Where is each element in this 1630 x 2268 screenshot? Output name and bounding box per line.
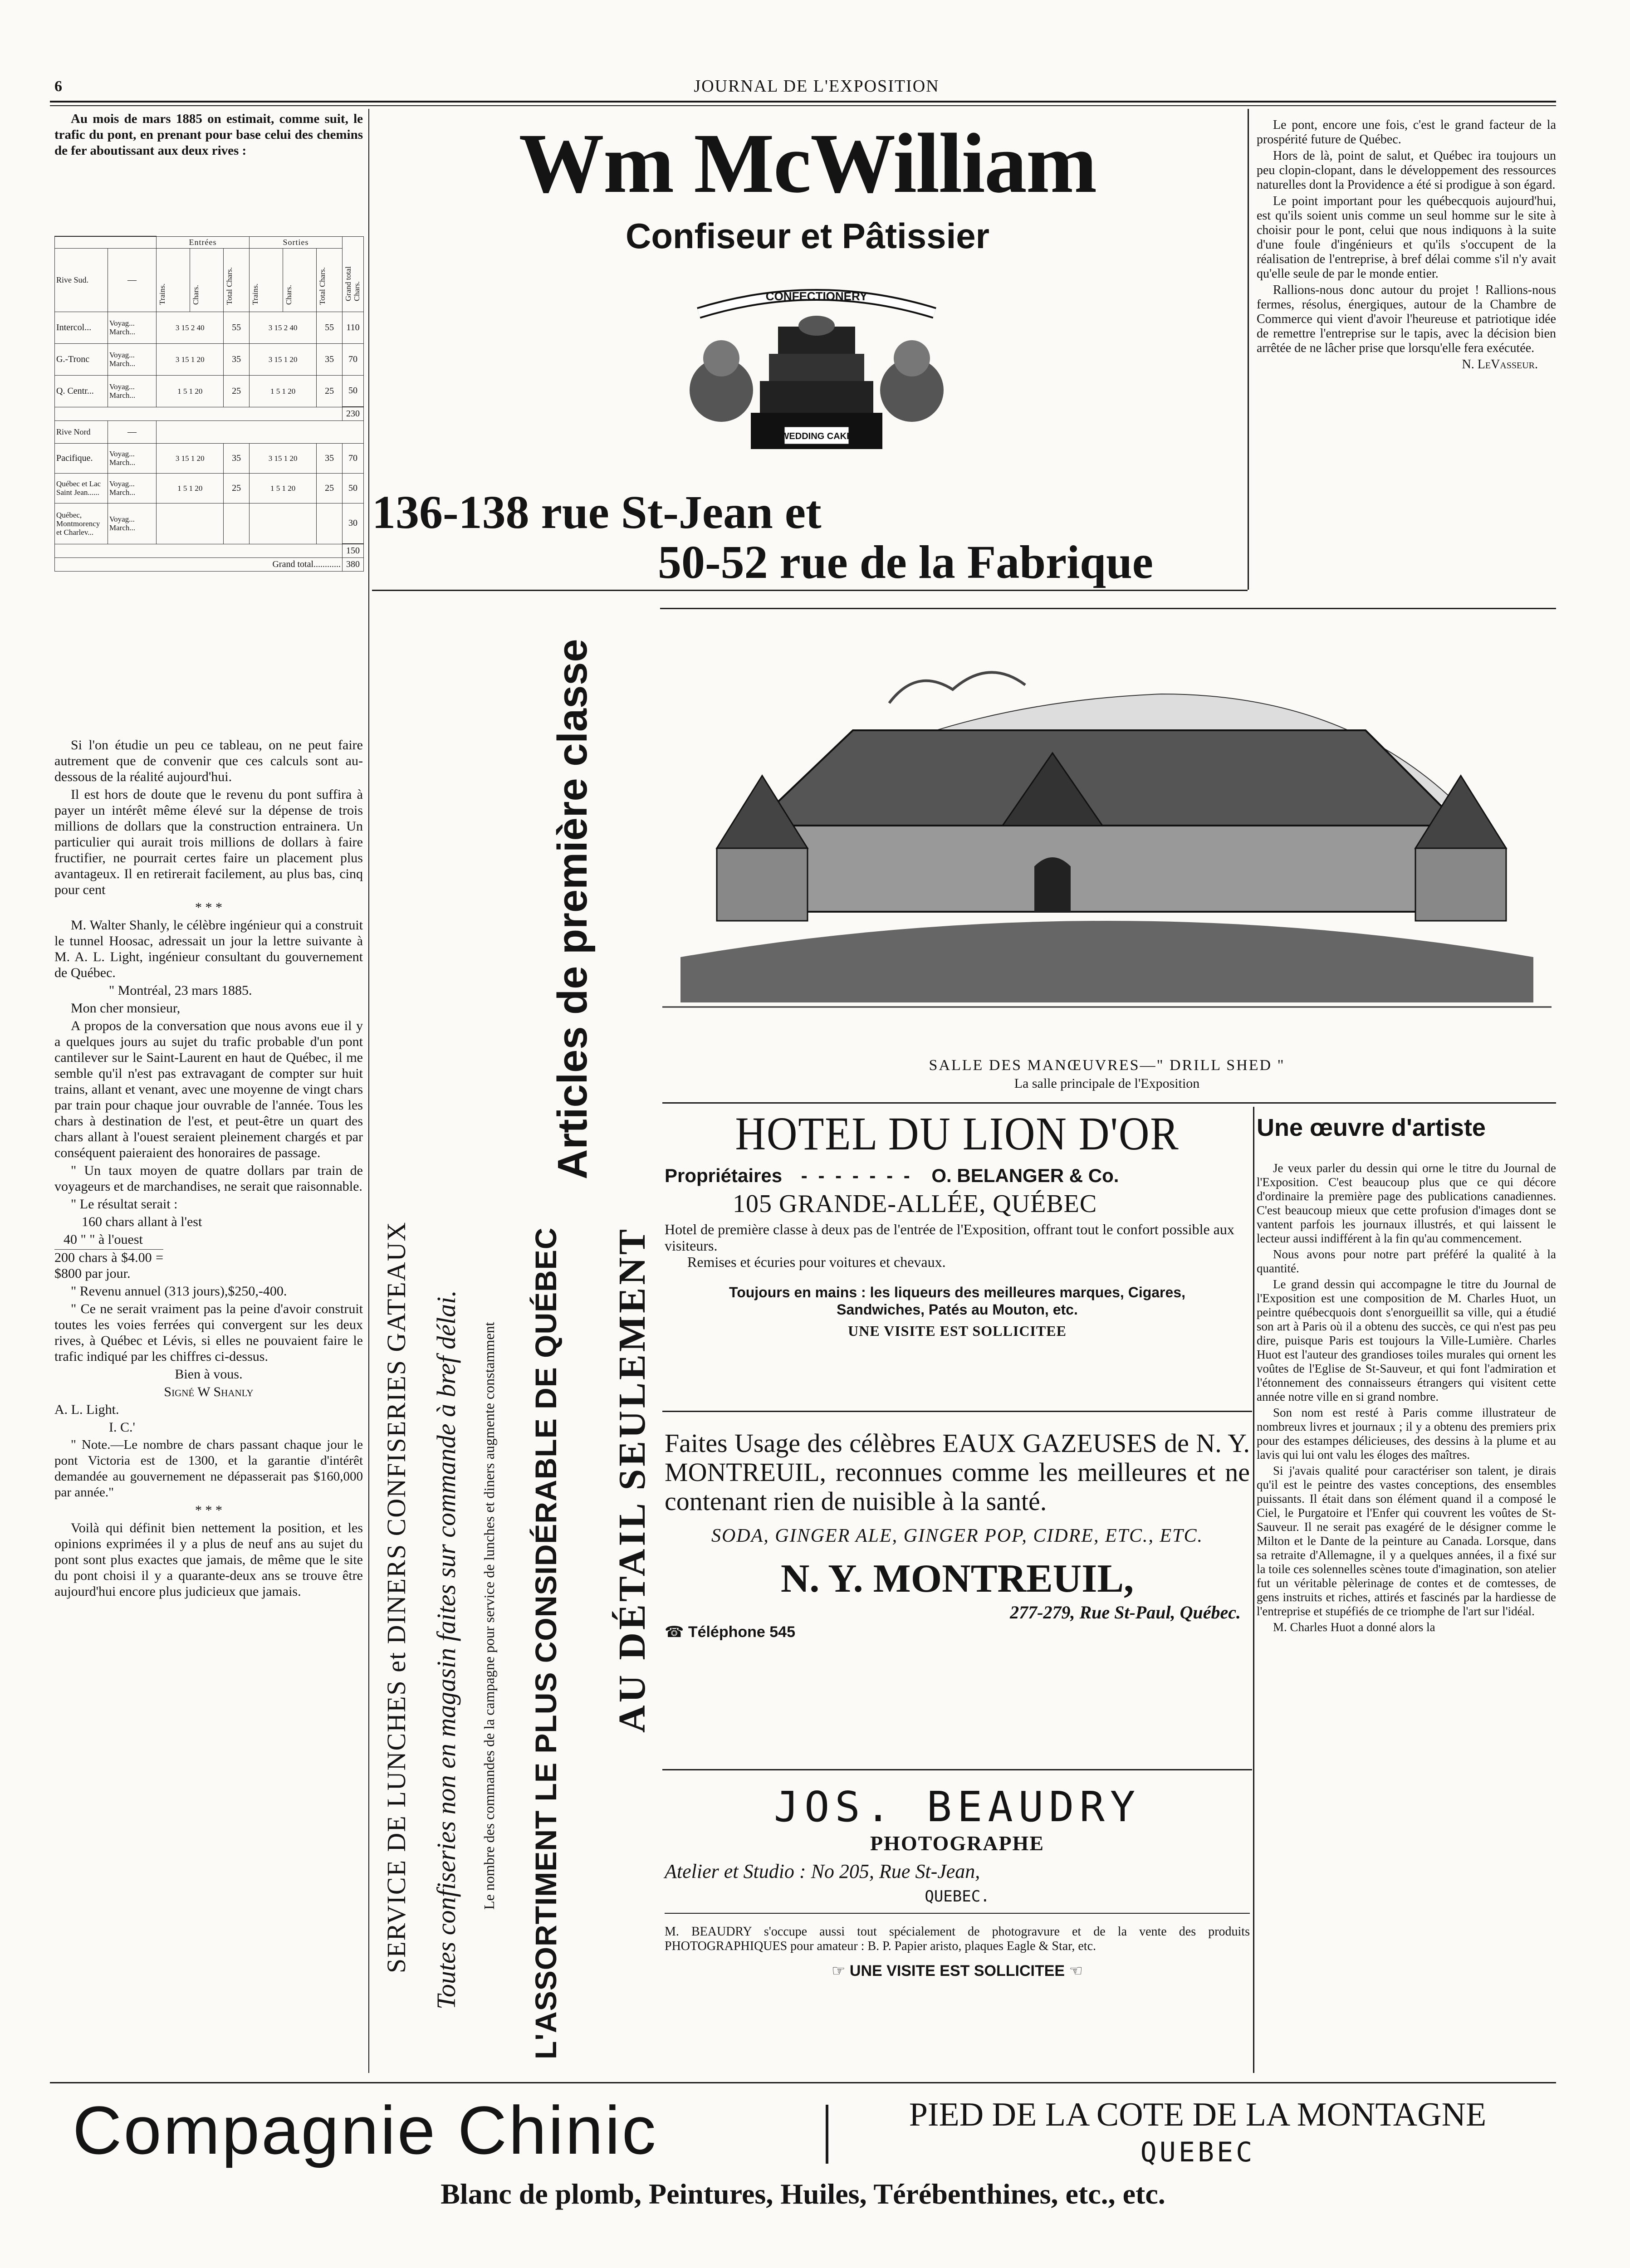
hotel-proprietors-label: Propriétaires [665,1165,783,1186]
column-divider-left [368,109,369,2073]
hotel-visit: UNE VISITE EST SOLLICITEE [848,1323,1067,1339]
chinic-ad [50,2087,1556,2223]
mcwilliam-address-2: 50-52 rue de la Fabrique [658,536,1153,588]
signature: Signé W Shanly [164,1384,254,1399]
montreuil-products: SODA, GINGER ALE, GINGER POP, CIDRE, ETC., ETC. [711,1525,1204,1546]
vertical-commande: Toutes confiseries non en magasin faites sur commande à bref délai. [431,1290,461,2009]
vertical-services: SERVICE DE LUNCHES et DINERS CONFISERIES GATEAUX [382,1221,411,1973]
engraving-caption: SALLE DES MANŒUVRES—" DRILL SHED " [929,1057,1285,1074]
confectionery-illustration [671,272,962,467]
journal-title: JOURNAL DE L'EXPOSITION [694,77,940,96]
subtotal-north: 150 [343,544,364,557]
left-column-article: Si l'on étudie un peu ce tableau, on ne peut faire autrement que de convenir que ces calculs sont au-dessous de la réalité aujourd'hui. Il est hors de doute que le revenu du pont suffira à payer un intérêt même élevé sur la dépense de trois millions de dollars que la construction entrainera. Un particulier qui aurait trois millions de dollars à faire fructifier, ne pourrait certes faire un placement plus avantageux. Il en retirerait facilement, au plus bas, cinq pour cent * * * M. Walter Shanly, le célèbre ingénieur qui a construit le tunnel Hoosac, adressait un jour la lettre suivante à M. A. L. Light, ingénieur consultant du gouvernement de Québec. " Montréal, 23 mars 1885. Mon cher monsieur, A propos de la conversation que nous avons eue il y a quelques jours au sujet du trafic probable d'un pont cantilever sur le Saint-Laurent en haut de Québec, il me semble qu'il n'est pas extravagant de compter sur huit trains, allant et venant, avec une moyenne de vingt chars par train pour chaque jour ouvrable de l'année. Tous les chars à destination de l'est, et peut-être un quart des chars allant à l'ouest seraient pleinement chargés et par conséquent paieraient des honoraires de passage. " Un taux moyen de quatre dollars par train de voyageurs et de marchandises, ne serait que raisonnable. " Le résultat serait : 160 chars allant à l'est 40 " " à l'ouest 200 chars à $4.00 = $800 par jour. " Revenu annuel (313 jours),$250,-400. " Ce ne serait vraiment pas la peine d'avoir construit toutes les voies ferrées qui convergent sur les deux rives, à Québec et Lévis, si elles ne pouvaient faire le trafic indiqué par les chiffres ci-dessus. Bien à vous. Signé W Shanly A. L. Light. I. C.' " Note.—Le nombre de chars passant chaque jour le pont Victoria est de 1300, et la garantie d'intérêt demandée au gouvernement ne dépasserait pas $160,000 par année." * * * Voilà qui définit bien nettement la position, et les opinions exprimées il y a plus de neuf ans au sujet du pont sont plus exactes que jamais, de même que le site du pont choisi il y a quarante-deux ans se trouve être aujourd'hui encore plus judicieux que jamais. [54,738,363,1599]
telephone-icon: ☎ [665,1623,684,1641]
table-row: G.-Tronc Voyag... March... 3 15 1 20 35 3 15 1 20 35 70 [55,343,364,375]
table-header-entrees: Entrées [157,236,250,248]
table-row: Q. Centr... Voyag... March... 1 5 1 20 25 1 5 1 20 25 50 [55,375,364,407]
montreuil-name: N. Y. MONTREUIL, [780,1557,1134,1601]
traffic-table: Entrées Sorties Grand total Chars. Rive Sud. — Trains. Chars. Total Chars. Trains. Chars. Total Chars. Intercol... Voyag... March... 3 15 2 40 55 3 15 2 40 55 110 G.-Tronc Voyag... March... 3 15 1 20 35 3 15 1 20 35 70 Q. Centr... Voyag... March... 1 5 1 20 25 1 5 1 20 25 50 230 Rive Nord — Pacifique. Voyag... March... 3 15 1 20 35 3 15 1 20 35 70 Québec et Lac Saint Jean...... Voyag... March... 1 5 1 20 25 1 5 1 20 25 50 Québec, Montmorency et Charlev... Voyag... March... 30 150 Grand total............ 380 [54,236,364,572]
beaudry-studio: Atelier et Studio : No 205, Rue St-Jean, [665,1860,980,1882]
drill-shed-engraving [662,612,1552,1066]
hotel-address: 105 GRANDE-ALLÉE, QUÉBEC [733,1190,1097,1218]
intro-paragraph: Au mois de mars 1885 on estimait, comme suit, le trafic du pont, en prenant pour base celui des chemins de fer aboutissant aux deux rives : [54,112,363,158]
hotel-proprietors: O. BELANGER & Co. [931,1165,1119,1186]
grand-total-label: Grand total............ [55,557,343,571]
confectionery-banner: CONFECTIONERY [765,289,868,303]
page-number: 6 [54,78,62,95]
right-top-article: Le pont, encore une fois, c'est le grand facteur de la prospérité future de Québec. Hors de là, point de salut, et Québec ira toujours un peu clopin-clopant, dans le développement des ressources naturelles dont la Providence a été si prodigue à son égard. Le point important pour les québecquois aujourd'hui, est qu'ils soient unis comme un seul homme sur le site à choisir pour le pont, celui que nous indiquons à la suite d'une foule d'ingénieurs et qu'ils s'occupent de la réalisation de l'entreprise, à bref délai comme s'il n'y avait qu'elle seule de par le monde entier. Rallions-nous donc autour du projet ! Rallions-nous fermes, résolus, énergiques, autour de la Chambre de Commerce qui vient d'avoir l'heureuse et patriotique idée de remettre l'entreprise sur le tapis, avec la décision bien arrêtée de ne lâcher prise que lorsqu'elle fera exécutée. N. LeVasseur. [1257,118,1556,371]
montreuil-phone: Téléphone 545 [688,1623,796,1641]
beaudry-city: QUEBEC. [925,1887,990,1906]
montreuil-address: 277-279, Rue St-Paul, Québec. [1010,1602,1241,1623]
engraving-subcaption: La salle principale de l'Exposition [1014,1076,1200,1091]
vertical-lunches: Le nombre des commandes de la campagne pour service de lunches et diners augmente constamment [481,1322,497,1910]
pointing-hand-icon: ☜ [1069,1962,1083,1980]
chinic-products: Blanc de plomb, Peintures, Huiles, Térébenthines, etc., etc. [441,2178,1165,2210]
mcwilliam-address-1: 136-138 rue St-Jean et [372,486,822,538]
beaudry-name: JOS. BEAUDRY [773,1783,1141,1831]
subtotal-south: 230 [343,407,364,420]
mcwilliam-subtitle: Confiseur et Pâtissier [626,216,989,256]
wedding-cake-banner: WEDDING CAKE [780,431,853,441]
table-section-north: Rive Nord [55,420,108,443]
table-row: Intercol... Voyag... March... 3 15 2 40 55 3 15 2 40 55 110 [55,312,364,343]
table-row: Pacifique. Voyag... March... 3 15 1 20 35 3 15 1 20 35 70 [55,443,364,473]
table-section-south: Rive Sud. [55,248,108,312]
table-header-grand-total: Grand total Chars. [344,266,361,301]
asterism: * * * [195,900,222,915]
hotel-name: HOTEL DU LION D'OR [735,1108,1180,1160]
column-divider-right [1248,109,1249,590]
table-row: Québec et Lac Saint Jean...... Voyag... March... 1 5 1 20 25 1 5 1 20 25 50 [55,473,364,503]
beaudry-ad [665,1783,1250,1980]
header-rule [50,101,1556,103]
montreuil-ad [665,1429,1250,1641]
oeuvre-heading: Une œuvre d'artiste [1257,1114,1486,1141]
pointing-hand-icon: ☞ [831,1962,846,1980]
grand-total-value: 380 [343,557,364,571]
beaudry-visit: UNE VISITE EST SOLLICITEE [849,1962,1065,1980]
left-column [54,111,363,161]
mcwilliam-name: Wm McWilliam [519,116,1096,210]
vertical-assortiment: L'ASSORTIMENT LE PLUS CONSIDÉRABLE DE QUÉBEC [529,1227,563,2059]
beaudry-title: PHOTOGRAPHE [870,1832,1045,1855]
montreuil-text: Faites Usage des célèbres EAUX GAZEUSES de N. Y. MONTREUIL, reconnues comme les meilleures et ne contenant rien de nuisible à la santé. [665,1428,1250,1516]
table-row: Québec, Montmorency et Charlev... Voyag... March... 30 [55,503,364,544]
letter-date: " Montréal, 23 mars 1885. [109,983,252,998]
author-signature: N. LeVasseur. [1462,357,1538,371]
oeuvre-article: Je veux parler du dessin qui orne le titre du Journal de l'Exposition. C'est beaucoup plus que ce qui décore d'ordinaire la première page des publications canadiennes. C'est beaucoup mieux que cette profusion d'images dont se vantent parfois les journaux illustrés, et qui laissent le lecteur aussi indifférent à la fin qu'au commencement. Nous avons pour notre part préféré la qualité à la quantité. Le grand dessin qui accompagne le titre du Journal de l'Exposition est une composition de M. Charles Huot, un peintre québecquois dont s'enorgueillit sa ville, qui a étudié son art à Paris où il a obtenu des succès, ce qui n'est pas peu dire, puisque Paris est toujours la Ville-Lumière. Charles Huot est l'auteur des grandioses toiles murales qui ornent les voûtes de l'Eglise de St-Sauveur, et qui font l'admiration et l'étonnement des connaisseurs étrangers qui visitent cette année notre ville en si grand nombre. Son nom est resté à Paris comme illustrateur de nombreux livres et journaux ; il y a obtenu des premiers prix pour des estampes délicieuses, des dessins à la plume et au lavis qui lui ont valu les éloges des maîtres. Si j'avais qualité pour caractériser son talent, je dirais qu'il est le peintre des vastes conceptions, des ensembles puissants. Il était dans son élément quand il a composé le Ciel, le Purgatoire et l'Enfer qui couvrent les voûtes de St-Sauveur. Il ne serait pas exagéré de le désigner comme le Milton et le Dante de la peinture au Canada. Lorsque, dans sa retraite d'Allemagne, il y a quelques années, il a fixé sur la toile ces solennelles scènes toute d'imagination, son atelier fut un véritable pèlerinage de contes et de comtesses, de gens instruits et riches, attirés et fascinés par la hardiesse de l'entreprise et stupéfiés de ce triomphe de l'art sur l'idéal. M. Charles Huot a donné alors la [1257,1161,1556,1634]
beaudry-text: M. BEAUDRY s'occupe aussi tout spécialement de photogravure et de la vente des produits PHOTOGRAPHIQUES pour amateur : B. P. Papier aristo, plaques Eagle & Star, etc. [665,1925,1250,1953]
chinic-city: QUEBEC [1140,2136,1255,2168]
chinic-location: PIED DE LA COTE DE LA MONTAGNE [909,2096,1487,2133]
vertical-articles: Articles de première classe [549,639,596,1179]
chinic-name: Compagnie Chinic [73,2092,658,2168]
vertical-detail: AU DÉTAIL SEULEMENT [611,1226,653,1733]
table-header-sorties: Sorties [249,236,342,248]
hotel-ad: HOTEL DU LION D'OR Propriétaires - - - - - - - O. BELANGER & Co. 105 GRANDE-ALLÉE, QUÉBEC Hotel de première classe à deux pas de l'entrée de l'Exposition, offrant tout le confort possible aux visiteurs. Remises et écuries pour voitures et chevaux. Toujours en mains : les liqueurs des meilleures marques, Cigares, Sandwiches, Patés au Mouton, etc. UNE VISITE EST SOLLICITEE [665,1107,1250,1339]
